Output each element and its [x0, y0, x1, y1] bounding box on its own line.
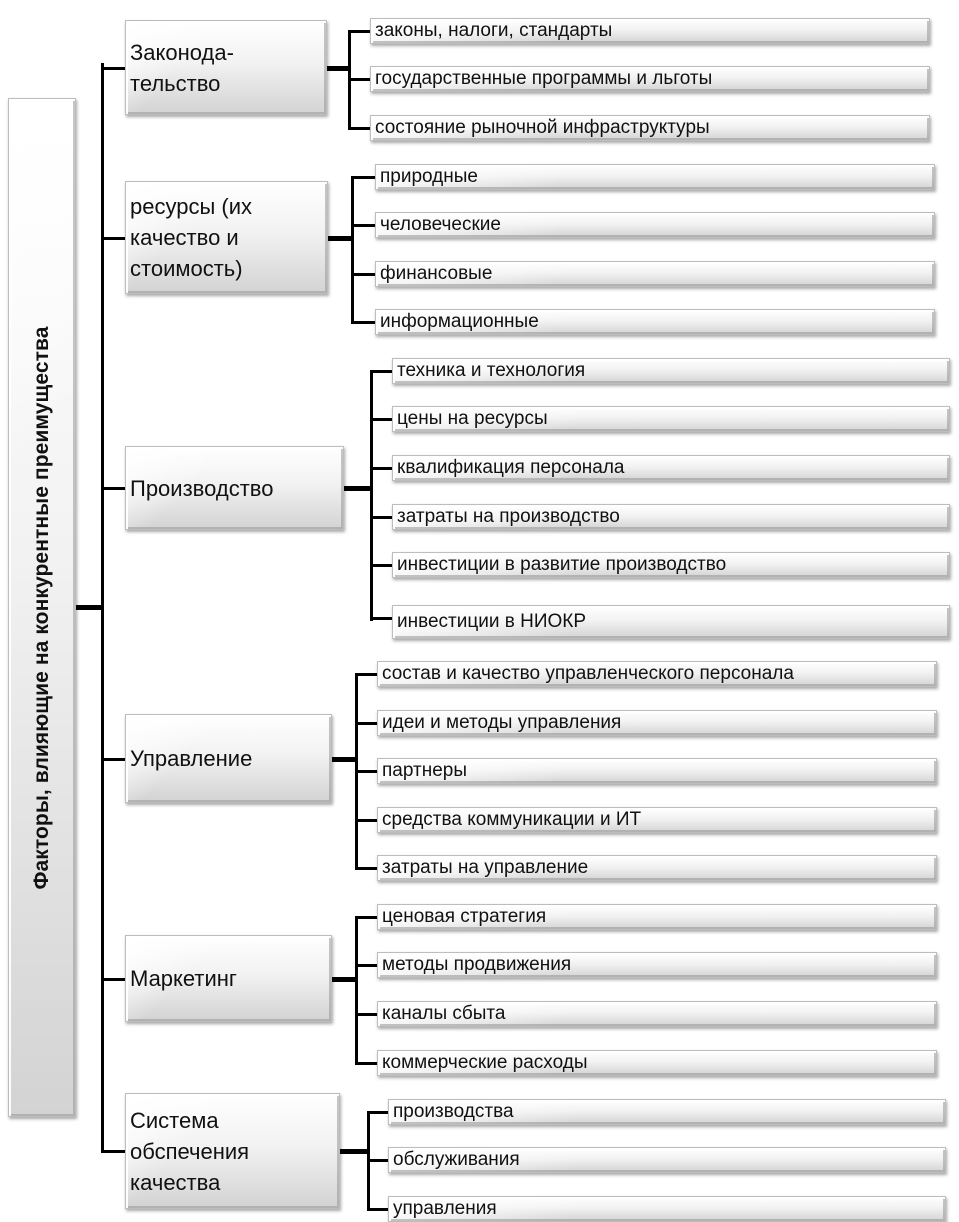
factor-item-label: инвестиции в развитие производство: [397, 554, 727, 575]
leaf-branch-legislation-2: [348, 127, 370, 130]
factor-item: [392, 358, 950, 384]
factor-item-label: коммерческие расходы: [382, 1052, 588, 1073]
trunk-marketing: [355, 916, 358, 1064]
leaf-branch-legislation-1: [348, 78, 370, 81]
factor-item: [370, 66, 930, 92]
root-factor-label: Факторы, влияющие на конкурентные преимущества: [30, 325, 53, 890]
factor-item-label: каналы сбыта: [382, 1003, 506, 1024]
factor-item: [392, 406, 950, 432]
spine-branch-resources: [101, 237, 125, 240]
category-box-marketing: [125, 935, 332, 1022]
factor-item-label: партнеры: [382, 760, 467, 781]
factor-item-label: методы продвижения: [382, 954, 572, 975]
factor-item-label: идеи и методы управления: [382, 712, 622, 733]
leaf-branch-marketing-0: [355, 916, 377, 919]
factor-item-label: управления: [393, 1198, 497, 1219]
factor-item-label: производства: [393, 1101, 514, 1122]
factor-item-label: природные: [380, 166, 478, 187]
category-label: Управление: [130, 746, 253, 771]
leaf-branch-management-2: [355, 770, 377, 773]
factor-item: [377, 855, 937, 881]
root-connector: [76, 605, 103, 610]
factor-item: [377, 1001, 937, 1027]
leaf-branch-quality-2: [367, 1208, 388, 1211]
factor-item-label: квалификация персонала: [397, 457, 625, 478]
factor-item-label: средства коммуникации и ИТ: [382, 809, 642, 830]
factor-item: [377, 904, 937, 930]
factor-item-label: ценовая стратегия: [382, 906, 547, 927]
factor-item-label: человеческие: [380, 214, 501, 235]
factor-item: [370, 115, 930, 141]
leaf-branch-quality-0: [367, 1111, 388, 1114]
factor-item-label: инвестиции в НИОКР: [397, 611, 587, 632]
leaf-branch-production-1: [370, 418, 392, 421]
factor-item-label: обслуживания: [393, 1149, 520, 1170]
factor-item-label: цены на ресурсы: [397, 408, 548, 429]
factor-item: [375, 261, 935, 287]
category-connector-legislation: [327, 66, 350, 71]
leaf-branch-marketing-3: [355, 1062, 377, 1065]
factor-item: [377, 661, 937, 687]
factor-item: [392, 504, 950, 530]
factor-item: [377, 758, 937, 784]
leaf-branch-production-0: [370, 370, 392, 373]
factor-item: [375, 309, 935, 335]
factor-item-label: состояние рыночной инфраструктуры: [375, 117, 710, 138]
leaf-branch-management-3: [355, 819, 377, 822]
leaf-branch-management-1: [355, 722, 377, 725]
factor-item: [392, 552, 950, 578]
leaf-branch-production-2: [370, 467, 392, 470]
category-connector-production: [344, 486, 372, 491]
factor-item: [392, 455, 950, 481]
factor-item: [388, 1147, 946, 1173]
factor-item-label: состав и качество управленческого персонала: [382, 663, 794, 684]
spine-branch-quality: [101, 1150, 125, 1153]
factor-item: [388, 1196, 946, 1222]
leaf-branch-production-4: [370, 564, 392, 567]
factor-item: [370, 18, 930, 44]
spine-branch-legislation: [101, 67, 125, 70]
leaf-branch-management-0: [355, 673, 377, 676]
leaf-branch-resources-3: [351, 321, 375, 324]
category-connector-management: [332, 757, 357, 762]
spine-branch-management: [101, 758, 125, 761]
factor-item: [377, 710, 937, 736]
factor-item-label: техника и технология: [397, 360, 586, 381]
factor-item: [377, 1050, 937, 1076]
main-spine: [101, 63, 104, 1150]
leaf-branch-resources-0: [351, 176, 375, 179]
leaf-branch-resources-2: [351, 273, 375, 276]
trunk-resources: [351, 176, 354, 323]
factor-item: [375, 164, 935, 190]
spine-branch-production: [101, 487, 125, 490]
leaf-branch-management-4: [355, 867, 377, 870]
root-factor-box: [8, 98, 76, 1117]
category-label: ресурсы (их качество и стоимость): [130, 194, 252, 281]
category-label: Производство: [130, 475, 274, 501]
leaf-branch-marketing-1: [355, 964, 377, 967]
factor-item-label: затраты на управление: [382, 857, 589, 878]
category-box-legislation: [125, 20, 327, 115]
factor-item-label: затраты на производство: [397, 506, 620, 527]
factor-item: [375, 212, 935, 238]
spine-branch-marketing: [101, 978, 125, 981]
leaf-branch-quality-1: [367, 1159, 388, 1162]
factor-item: [388, 1099, 946, 1125]
category-label: Система обспечения качества: [130, 1107, 250, 1195]
category-box-quality: [125, 1093, 340, 1209]
leaf-branch-production-3: [370, 516, 392, 519]
trunk-production: [370, 370, 373, 621]
factor-item-label: законы, налоги, стандарты: [375, 20, 613, 41]
leaf-branch-resources-1: [351, 224, 375, 227]
factor-item: [377, 952, 937, 978]
category-connector-marketing: [332, 977, 357, 982]
factor-item-label: финансовые: [380, 263, 493, 284]
leaf-branch-marketing-2: [355, 1013, 377, 1016]
category-box-resources: [125, 181, 328, 294]
category-box-production: [125, 446, 344, 530]
category-box-management: [125, 714, 332, 803]
factor-item: [392, 605, 950, 639]
factor-item-label: информационные: [380, 311, 539, 332]
factor-item: [377, 807, 937, 833]
category-connector-resources: [328, 236, 353, 241]
category-label: Законода- тельство: [130, 39, 234, 96]
leaf-branch-production-5: [370, 617, 392, 620]
factor-item-label: государственные программы и льготы: [375, 68, 713, 89]
leaf-branch-legislation-0: [348, 30, 370, 33]
category-label: Маркетинг: [130, 966, 237, 991]
category-connector-quality: [340, 1149, 369, 1154]
